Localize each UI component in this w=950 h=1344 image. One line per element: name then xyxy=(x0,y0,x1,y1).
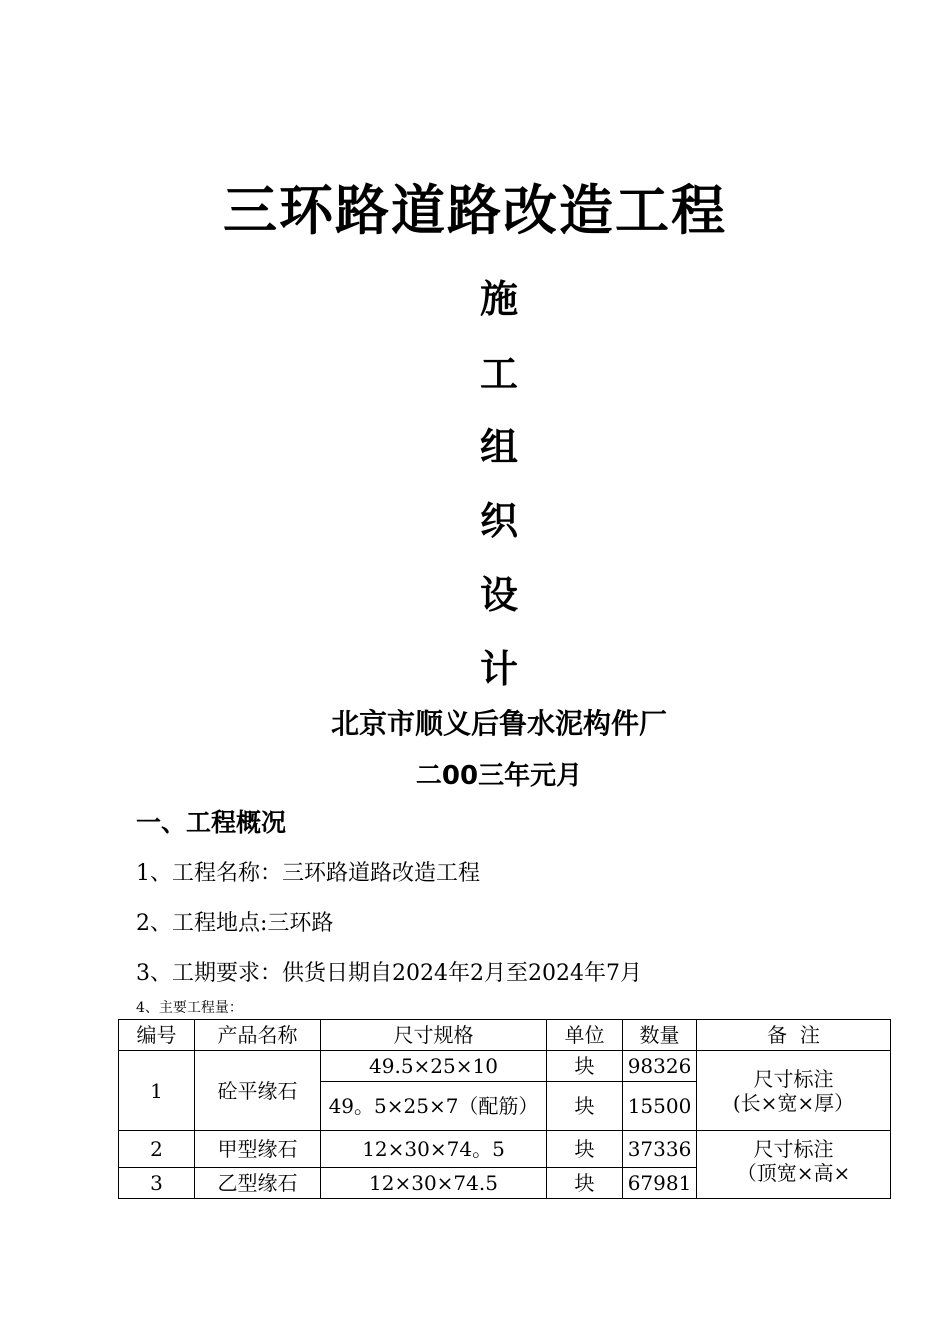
product-name: 甲型缘石 xyxy=(195,1131,321,1168)
project-location-line: 2、工程地点:三环路 xyxy=(136,911,334,936)
quantity-label: 4、主要工程量： xyxy=(136,1000,243,1016)
vertical-title-char: 工 xyxy=(479,352,518,396)
quantity-table xyxy=(118,1019,891,1199)
size-spec: 12×30×74.5 xyxy=(321,1168,547,1199)
table-row xyxy=(119,1131,891,1168)
table-header-cell: 单位 xyxy=(547,1020,623,1051)
size-spec: 12×30×74。5 xyxy=(321,1131,547,1168)
row-number: 2 xyxy=(119,1131,195,1168)
unit: 块 xyxy=(547,1051,623,1082)
remark-text: 尺寸标注 （顶宽×高× xyxy=(736,1137,851,1185)
size-spec: 49。5×25×7（配筋） xyxy=(321,1082,547,1131)
unit: 块 xyxy=(547,1168,623,1199)
row-number: 3 xyxy=(119,1168,195,1199)
quantity: 37336 xyxy=(623,1131,697,1168)
quantity: 15500 xyxy=(623,1082,697,1131)
document-date: 二00三年元月 xyxy=(415,761,583,791)
company-name: 北京市顺义后鲁水泥构件厂 xyxy=(330,707,667,740)
document-title: 三环路道路改造工程 xyxy=(223,179,727,242)
unit: 块 xyxy=(547,1131,623,1168)
vertical-title-char: 组 xyxy=(479,425,518,469)
remark: 尺寸标注 (长×宽×厚） xyxy=(697,1051,891,1131)
table-header-row xyxy=(119,1020,891,1051)
vertical-title-char: 施 xyxy=(479,277,518,321)
table-header-cell: 数量 xyxy=(623,1020,697,1051)
size-spec: 49.5×25×10 xyxy=(321,1051,547,1082)
remark xyxy=(697,1131,891,1199)
section-heading: 一、工程概况 xyxy=(136,808,287,837)
product-name: 砼平缘石 xyxy=(195,1051,321,1131)
quantity: 67981 xyxy=(623,1168,697,1199)
table-header-cell: 编号 xyxy=(119,1020,195,1051)
vertical-title-char: 设 xyxy=(479,573,518,617)
project-name-line: 1、工程名称：三环路道路改造工程 xyxy=(136,861,480,886)
vertical-title-char: 织 xyxy=(479,499,518,543)
table-header-cell: 产品名称 xyxy=(195,1020,321,1051)
unit: 块 xyxy=(547,1082,623,1131)
quantity: 98326 xyxy=(623,1051,697,1082)
table-header-cell: 备 注 xyxy=(697,1020,891,1051)
table-header-cell: 尺寸规格 xyxy=(321,1020,547,1051)
schedule-line: 3、工期要求：供货日期自2024年2月至2024年7月 xyxy=(136,961,642,986)
row-number: 1 xyxy=(119,1051,195,1131)
product-name: 乙型缘石 xyxy=(195,1168,321,1199)
vertical-title-char: 计 xyxy=(479,647,518,691)
table-row xyxy=(119,1051,891,1082)
